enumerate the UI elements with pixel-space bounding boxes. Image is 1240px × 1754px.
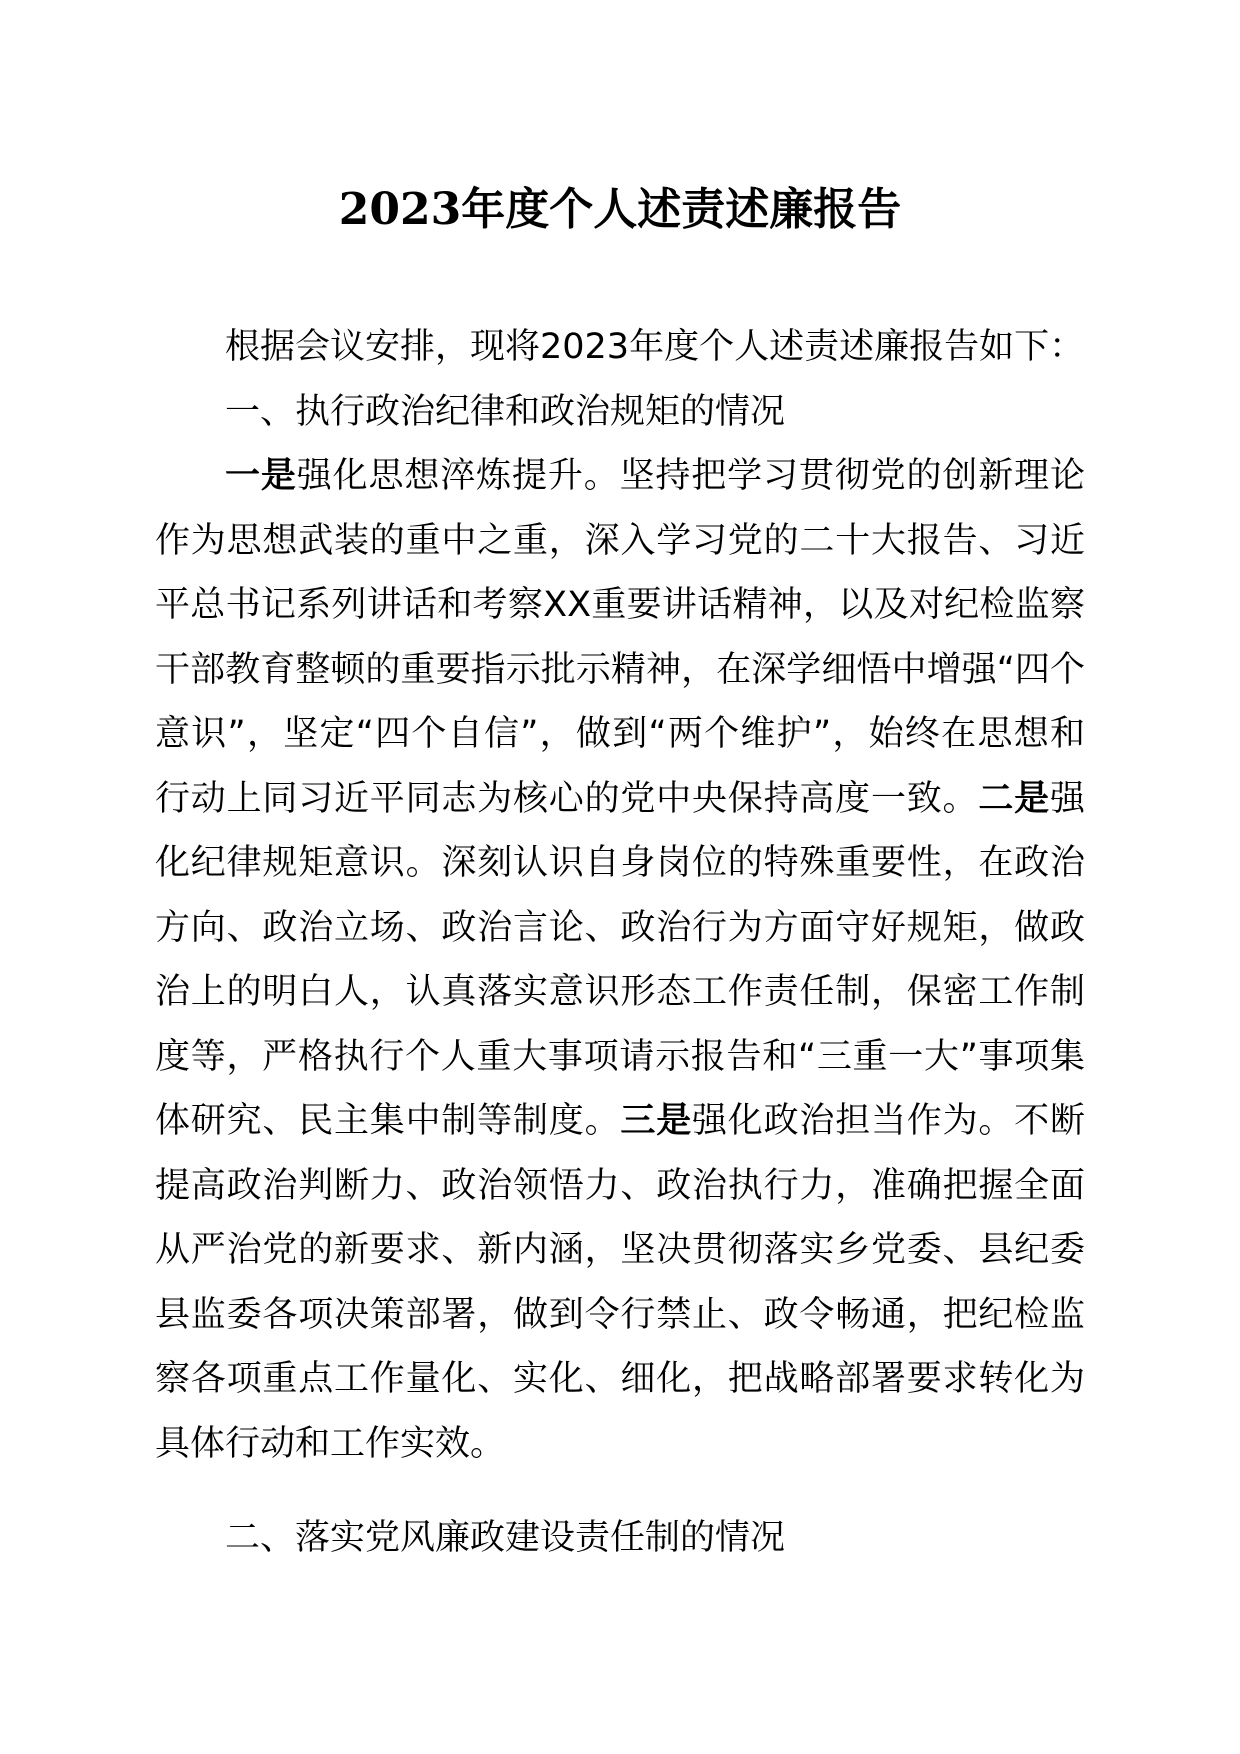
point-2-lead: 二是 <box>978 778 1050 819</box>
point-3-lead: 三是 <box>620 1101 692 1141</box>
point-3-text: 强化政治担当作为。不断提高政治判断力、政治领悟力、政治执行力，准确把握全面从严治党的新要求、新内涵，坚决贯彻落实乡党委、县纪委县监委各项决策部署，做到令行禁止、政令畅通，把纪检监察各项重点工作量化、实化、细化，把战略部署要求转化为具体行动和工作实效。 <box>155 1101 1085 1464</box>
paragraph-gap <box>155 1476 1085 1506</box>
point-2-text: 强化纪律规矩意识。深刻认识自身岗位的特殊重要性，在政治方向、政治立场、政治言论、政治行为方面守好规矩，做政治上的明白人，认真落实意识形态工作责任制，保密工作制度等，严格执行个人重大事项请示报告和“三重一大”事项集体研究、民主集中制等制度。 <box>155 778 1085 1141</box>
section-heading-2: 二、落实党风廉政建设责任制的情况 <box>225 1518 786 1558</box>
point-1-lead: 一是 <box>225 456 297 496</box>
point-1-text: 强化思想淬炼提升。坚持把学习贯彻党的创新理论作为思想武装的重中之重，深入学习党的二十大报告、习近平总书记系列讲话和考察XX重要讲话精神，以及对纪检监察干部教育整顿的重要指示批示精神，在深学细悟中增强“四个意识”，坚定“四个自信”，做到“两个维护”，始终在思想和行动上同习近平同志为核心的党中央保持高度一致。 <box>155 456 1085 819</box>
section-1-paragraph <box>155 444 1085 1476</box>
document-title: 2023年度个人述责述廉报告 <box>338 184 902 235</box>
intro-paragraph: 根据会议安排，现将2023年度个人述责述廉报告如下： <box>225 327 1085 367</box>
document-body <box>155 315 1085 1571</box>
section-heading-1: 一、执行政治纪律和政治规矩的情况 <box>225 391 786 432</box>
